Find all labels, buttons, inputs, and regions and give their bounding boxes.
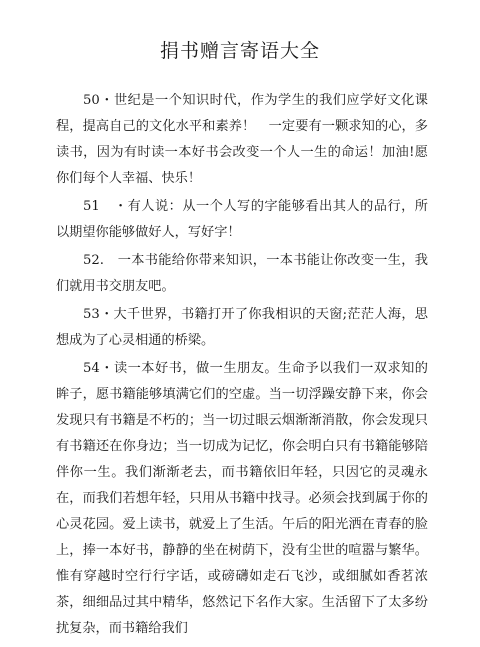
paragraph-50: 50・世纪是一个知识时代，作为学生的我们应学好文化课程，提高自己的文化水平和素养！ 一定要有一颗求知的心，多读书，因为有时读一本好书会改变一个人一生的命运！加油!愿你们每个人幸福、快乐！ — [56, 93, 428, 186]
page-title: 捐书赠言寄语大全 — [159, 40, 320, 62]
paragraph-52: 52. 一本书能给你带来知识，一本书能让你改变一生，我们就用书交朋友吧。 — [56, 253, 428, 294]
paragraph-54: 54・读一本好书，做一生朋友。生命予以我们一双求知的眸子，愿书籍能够填满它们的空虚。当一切浮躁安静下来，你会发现只有书籍是不朽的；当一切过眼云烟渐渐消散，你会发现只有书籍还在你身边；当一切成为记忆，你会明白只有书籍能够陪伴你一生。我们渐渐老去，而书籍依旧年轻，只因它的灵魂永在，而我们若想年轻，只用从书籍中找寻。必须会找到属于你的心灵花园。爱上读书，就爱上了生活。午后的阳光洒在青春的脸上，捧一本好书，静静的坐在树荫下，没有尘世的喧嚣与繁华。惟有穿越时空行行字话，或磅礴如走石飞沙，或细腻如香茗浓茶，细细品过其中精华，悠然记下名作大家。生活留下了太多纷扰复杂，而书籍给我们 — [56, 361, 428, 636]
paragraph-53: 53・大千世界，书籍打开了你我相识的天窗;茫茫人海，思想成为了心灵相通的桥梁。 — [56, 307, 428, 348]
document-body — [56, 88, 428, 644]
paragraph-51: 51 ・有人说：从一个人写的字能够看出其人的品行，所以期望你能够做好人，写好字！ — [56, 199, 428, 240]
